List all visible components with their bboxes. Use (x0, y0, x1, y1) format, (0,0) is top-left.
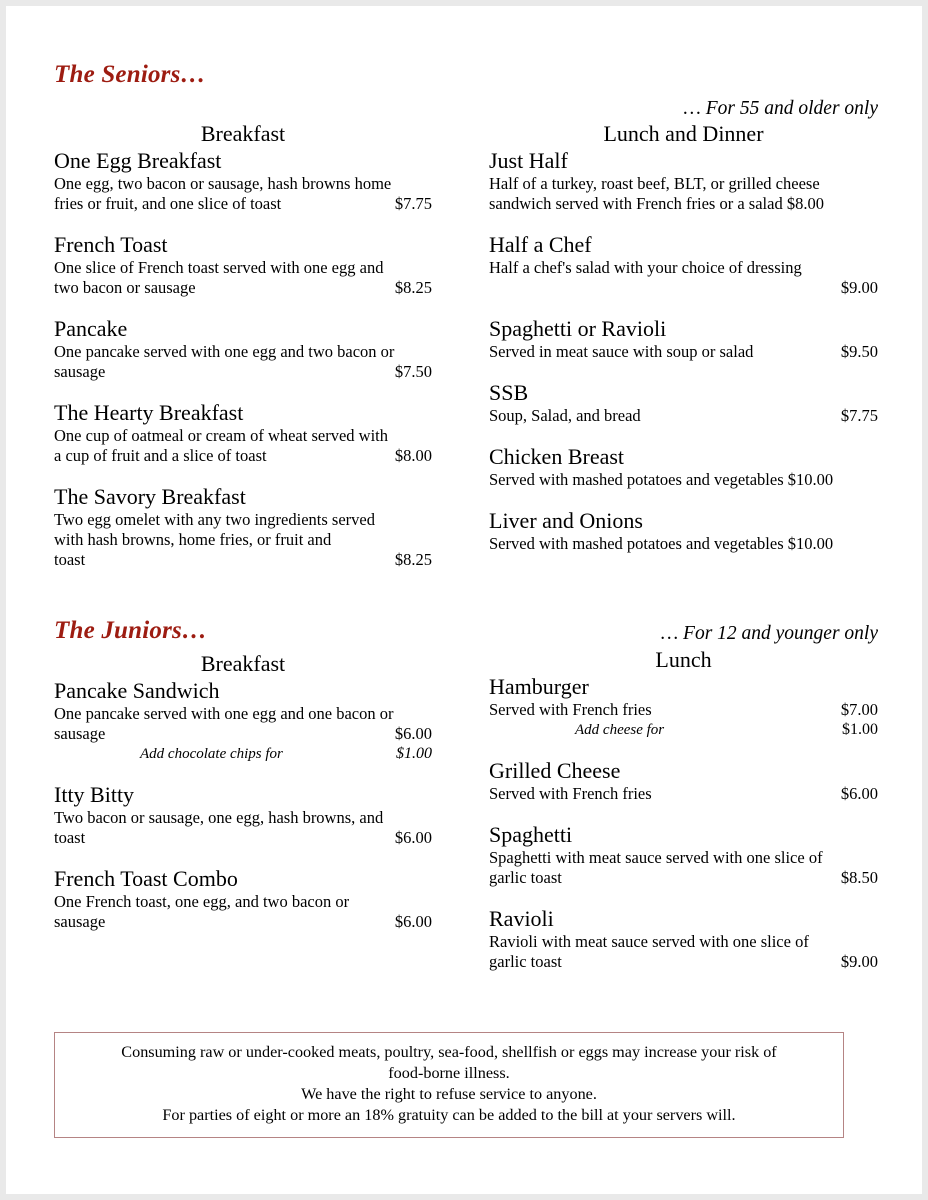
menu-item-description-line: One pancake served with one egg and one bacon or (54, 704, 394, 723)
menu-item-price: $7.75 (840, 406, 878, 425)
menu-item-description-line: toast $6.00 (54, 828, 432, 847)
menu-item[interactable] (54, 148, 432, 214)
menu-column-right (489, 646, 878, 972)
item-spacer (54, 466, 432, 484)
menu-item-description-line: Ravioli with meat sauce served with one slice of (489, 932, 809, 951)
menu-item-name: Itty Bitty (54, 782, 135, 807)
section-brand-juniors: The Juniors… (54, 617, 208, 644)
meal-header: Lunch (655, 647, 712, 672)
menu-item-description-line: One French toast, one egg, and two bacon or (54, 892, 350, 911)
item-spacer (54, 298, 432, 316)
item-spacer (54, 214, 432, 232)
menu-item-name: Liver and Onions (489, 508, 643, 533)
menu-item[interactable] (489, 674, 878, 740)
menu-item-description-line: a cup of fruit and a slice of toast $8.00 (54, 446, 432, 465)
meal-header: Lunch and Dinner (603, 121, 764, 146)
menu-item-name: Ravioli (489, 906, 554, 931)
menu-item-name: Spaghetti or Ravioli (489, 316, 667, 341)
menu-item-description-line: toast $8.25 (54, 550, 432, 569)
menu-item-description-line: Served in meat sauce with soup or salad $9.50 (489, 342, 878, 361)
item-spacer (489, 426, 878, 444)
menu-item-description-line: Soup, Salad, and bread $7.75 (489, 406, 878, 425)
item-spacer (54, 382, 432, 400)
menu-item-name: Half a Chef (489, 232, 592, 257)
item-spacer (489, 740, 878, 758)
menu-item[interactable] (489, 508, 878, 554)
item-spacer (489, 490, 878, 508)
menu-item-addon-label: Add chocolate chips for (140, 746, 283, 762)
menu-item-price: $8.00 (394, 446, 432, 465)
menu-item[interactable] (54, 678, 432, 764)
menu-item-name: Spaghetti (489, 822, 573, 847)
menu-item-addon-label: Add cheese for (575, 722, 665, 738)
menu-item-price: $8.25 (394, 550, 432, 569)
menu-item-price: $9.00 (840, 952, 878, 971)
menu-item-description-line: garlic toast $9.00 (489, 952, 878, 971)
disclaimer-line: food-borne illness. (388, 1064, 510, 1082)
menu-item-description-line: Two egg omelet with any two ingredients served (54, 510, 375, 529)
menu-item-name: Just Half (489, 148, 568, 173)
menu-item-description-line: One slice of French toast served with one egg and (54, 258, 384, 277)
menu-item-description-line: garlic toast $8.50 (489, 868, 878, 887)
menu-item[interactable] (54, 232, 432, 298)
menu-item-description-line: sandwich served with French fries or a salad $8.00 (489, 194, 824, 213)
meal-header: Breakfast (200, 121, 286, 146)
section-age-note-juniors: … For 12 and younger only (660, 623, 878, 644)
menu-item-addon-price: $1.00 (842, 721, 878, 738)
menu-item-price: $6.00 (394, 912, 432, 931)
menu-item-addon[interactable] (54, 744, 432, 764)
menu-item-description-line: fries or fruit, and one slice of toast $7.75 (54, 194, 432, 213)
menu-item-price: $9.00 (840, 278, 878, 297)
menu-item[interactable] (489, 232, 878, 298)
meal-header: Breakfast (200, 651, 286, 676)
disclaimer-line: For parties of eight or more an 18% gratuity can be added to the bill at your servers will. (162, 1106, 736, 1124)
menu-item-price: $8.50 (840, 868, 878, 887)
menu-column-left (54, 650, 432, 932)
menu-item-description-line: two bacon or sausage $8.25 (54, 278, 432, 297)
menu-item[interactable] (489, 148, 878, 214)
disclaimer-line: We have the right to refuse service to anyone. (301, 1085, 597, 1103)
menu-item-description-line: One pancake served with one egg and two bacon or (54, 342, 395, 361)
menu-item-description-line: Served with French fries $7.00 (489, 700, 878, 719)
item-spacer (489, 214, 878, 232)
menu-item-name: French Toast Combo (54, 866, 238, 891)
menu-item[interactable] (489, 444, 878, 490)
menu-item[interactable] (489, 758, 878, 804)
section-age-note-seniors: … For 55 and older only (683, 98, 878, 119)
menu-item-price: $7.75 (394, 194, 432, 213)
disclaimer-line: Consuming raw or under-cooked meats, poultry, sea-food, shellfish or eggs may increase your risk of (121, 1043, 777, 1061)
menu-column-left (54, 120, 432, 570)
item-spacer (489, 888, 878, 906)
section-brand-seniors: The Seniors… (54, 61, 206, 88)
menu-item-price: $9.50 (840, 342, 878, 361)
menu-item[interactable] (489, 822, 878, 888)
item-spacer (54, 764, 432, 782)
menu-item-description-line: Two bacon or sausage, one egg, hash browns, and (54, 808, 384, 827)
menu-item-description-line: Half a chef's salad with your choice of dressing (489, 258, 802, 277)
menu-item-name: Grilled Cheese (489, 758, 621, 783)
menu-sheet (6, 6, 922, 1194)
menu-item-name: Pancake Sandwich (54, 678, 220, 703)
menu-item-price: $6.00 (840, 784, 878, 803)
menu-item[interactable] (489, 906, 878, 972)
menu-item[interactable] (54, 400, 432, 466)
menu-item-name: The Savory Breakfast (54, 484, 246, 509)
menu-item[interactable] (489, 380, 878, 426)
item-spacer (489, 362, 878, 380)
item-spacer (489, 804, 878, 822)
menu-item[interactable] (54, 316, 432, 382)
menu-item-description-line: One egg, two bacon or sausage, hash browns home (54, 174, 392, 193)
menu-item-description-line: with hash browns, home fries, or fruit and (54, 530, 332, 549)
menu-item-addon[interactable] (489, 720, 878, 740)
menu-item[interactable] (489, 316, 878, 362)
menu-item-description-line: Served with French fries $6.00 (489, 784, 878, 803)
menu-item-price: $6.00 (394, 828, 432, 847)
menu-item-description-line: Served with mashed potatoes and vegetables $10.00 (489, 534, 834, 553)
menu-item-name: SSB (489, 380, 529, 405)
disclaimer-box (54, 1032, 844, 1138)
menu-item-description-line: sausage $7.50 (54, 362, 432, 381)
menu-page (6, 6, 922, 1194)
menu-item-description-line: Half of a turkey, roast beef, BLT, or grilled cheese (489, 174, 820, 193)
menu-column-right (489, 120, 878, 554)
menu-item-description-line: sausage $6.00 (54, 724, 432, 743)
menu-item-name: One Egg Breakfast (54, 148, 222, 173)
menu-item-addon-price: $1.00 (396, 745, 432, 762)
menu-item[interactable] (54, 782, 432, 848)
menu-item-description-line: sausage $6.00 (54, 912, 432, 931)
menu-item-description-line: Spaghetti with meat sauce served with one slice of (489, 848, 823, 867)
menu-item-price: $7.00 (840, 700, 878, 719)
menu-item-name: The Hearty Breakfast (54, 400, 244, 425)
item-spacer (54, 848, 432, 866)
menu-item[interactable] (54, 484, 432, 570)
menu-item-description-line: One cup of oatmeal or cream of wheat served with (54, 426, 388, 445)
item-spacer (489, 298, 878, 316)
menu-item-name: Hamburger (489, 674, 589, 699)
menu-item-name: Chicken Breast (489, 444, 625, 469)
menu-item-price: $6.00 (394, 724, 432, 743)
menu-item-name: French Toast (54, 232, 168, 257)
menu-item[interactable] (54, 866, 432, 932)
menu-item-price: $7.50 (394, 362, 432, 381)
menu-item-price: $8.25 (394, 278, 432, 297)
menu-item-name: Pancake (54, 316, 128, 341)
menu-item-description-line: Served with mashed potatoes and vegetables $10.00 (489, 470, 834, 489)
